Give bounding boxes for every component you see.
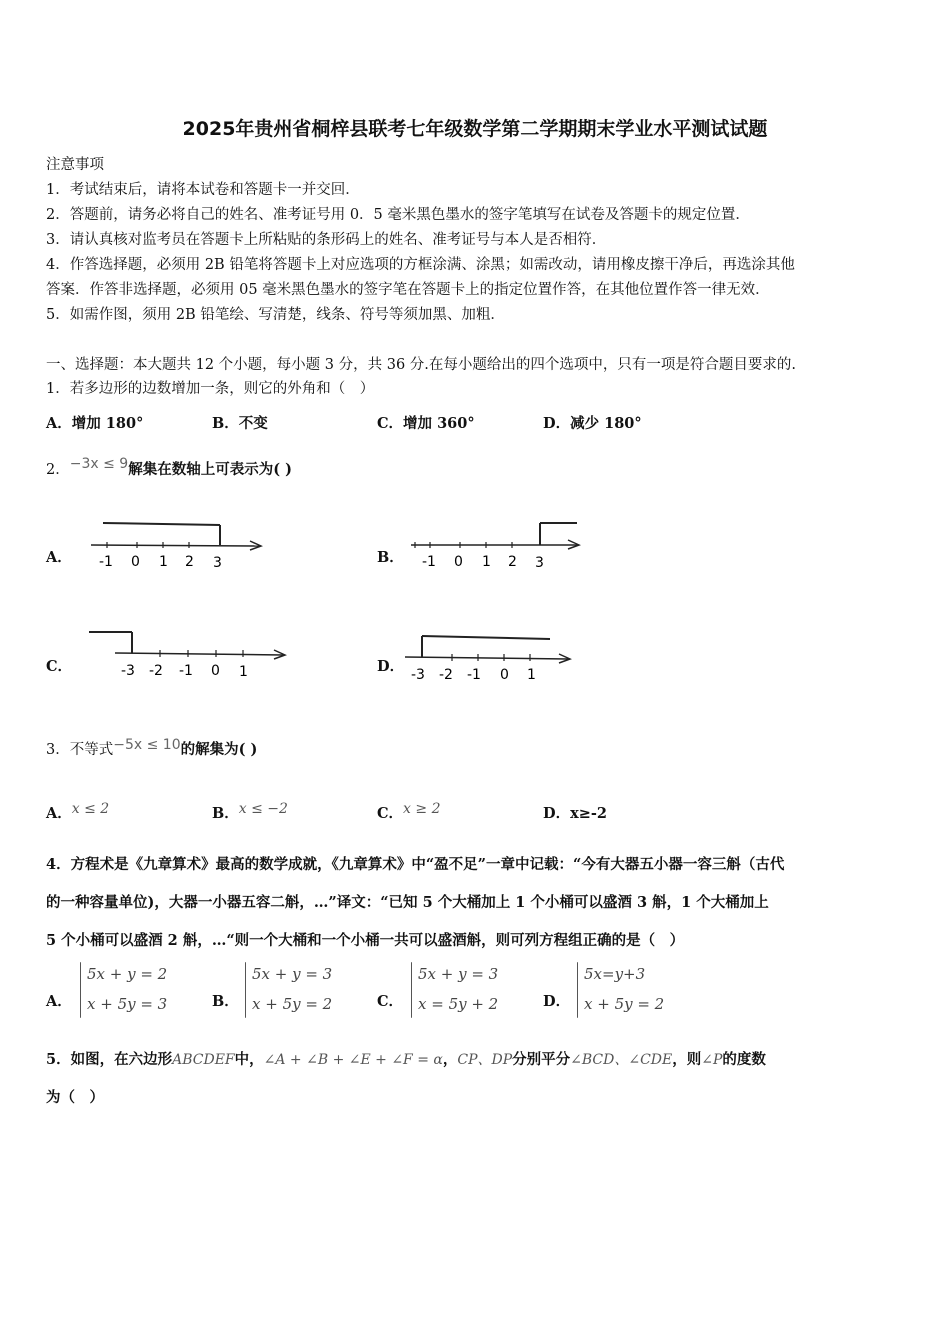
tick-label: -2: [439, 667, 453, 683]
text: 5．如图，在六边形: [46, 1051, 173, 1068]
q3-option-d: [543, 802, 607, 823]
tick-label: 2: [508, 554, 517, 570]
option-value: x ≥ 2: [403, 801, 441, 817]
notice-heading: 注意事项: [46, 157, 104, 173]
text: 的度数: [722, 1051, 766, 1068]
tick-label: 1: [527, 667, 536, 683]
math-expr: CP、DP: [457, 1052, 513, 1068]
brace: [80, 962, 81, 1018]
equation: 5x + y = 3: [252, 965, 333, 983]
q4-stem-line: 5 个小桶可以盛酒 2 斛，…“则一个大桶和一个小桶一共可以盛酒斛，则可列方程组正确的是（ ）: [46, 932, 685, 949]
q4-stem-line: 4．方程术是《九章算术》最高的数学成就，《九章算术》中“盈不足”一章中记载：“今有大器五小器一容三斛（古代: [46, 856, 785, 873]
equation: x + 5y = 3: [87, 995, 168, 1013]
q2-number: 2．: [46, 462, 70, 478]
q2-inequality: −3x ≤ 9: [69, 456, 129, 472]
brace: [411, 962, 412, 1018]
notice-item: 4．作答选择题，必须用 2B 铅笔将答题卡上对应选项的方框涂满、涂黑；如需改动，请用橡皮擦干净后，再选涂其他: [46, 257, 795, 273]
tick-label: 3: [213, 555, 222, 571]
number-line-a: [85, 515, 270, 575]
q4-label-c: C．: [377, 993, 404, 1010]
tick-label: 1: [159, 554, 168, 570]
brace: [577, 962, 578, 1018]
option-value: x ≤ 2: [71, 801, 110, 817]
q3-option-c: [377, 802, 440, 823]
equation: x + 5y = 2: [252, 995, 333, 1013]
notice-item: 1．考试结束后，请将本试卷和答题卡一并交回．: [46, 182, 360, 198]
tick-label: -1: [467, 667, 481, 683]
q5-stem-line: 为（ ）: [46, 1089, 104, 1106]
notice-item: 2．答题前，请务必将自己的姓名、准考证号用 0．5 毫米黑色墨水的签字笔填写在试卷及答题卡的规定位置．: [46, 207, 750, 223]
q2-label-a: A．: [46, 549, 72, 566]
q4-label-b: B．: [212, 993, 239, 1010]
q1-option-a: A．增加 180°: [46, 415, 144, 432]
option-value: x ≤ −2: [238, 801, 288, 817]
tick-label: -2: [149, 663, 163, 679]
equation: x = 5y + 2: [418, 995, 499, 1013]
math-expr: ∠A + ∠B + ∠E + ∠F = α: [263, 1052, 443, 1068]
q4-system-d: [584, 959, 664, 1019]
axis-line: [91, 545, 260, 546]
q1-stem: 1．若多边形的边数增加一条，则它的外角和（ ）: [46, 381, 375, 397]
text: ，则: [672, 1051, 702, 1068]
axis-line: [405, 657, 568, 659]
q3-stem: [46, 738, 257, 759]
q3-question: 的解集为( ): [180, 741, 258, 758]
q1-option-d: D．减少 180°: [543, 415, 642, 432]
tick-label: -1: [422, 554, 436, 570]
tick-label: -1: [99, 554, 113, 570]
axis-line: [115, 653, 283, 655]
notice-item: 3．请认真核对监考员在答题卡上所粘贴的条形码上的姓名、准考证号与本人是否相符．: [46, 232, 607, 248]
option-label: D．: [543, 805, 571, 822]
option-label: C．: [377, 805, 404, 822]
tick-label: 3: [535, 555, 544, 571]
tick-label: 0: [131, 554, 140, 570]
q4-system-a: [87, 959, 167, 1019]
equation: 5x + y = 2: [87, 965, 168, 983]
option-label: A．: [46, 805, 72, 822]
tick-label: -3: [121, 663, 135, 679]
q4-label-a: A．: [46, 993, 72, 1010]
q1-option-b: B．不变: [212, 415, 268, 432]
text: 中，: [234, 1051, 264, 1068]
q4-stem-line: 的一种容量单位)，大器一小器五容二斛，…”译文：“已知 5 个大桶加上 1 个小桶可以盛酒 3 斛，1 个大桶加上: [46, 894, 769, 911]
q4-system-b: [252, 959, 332, 1019]
q3-option-a: [46, 802, 109, 823]
math-expr: ABCDEF: [172, 1052, 235, 1068]
q2-label-d: D．: [377, 658, 405, 675]
solution-ray: [103, 523, 220, 525]
q3-option-b: [212, 802, 288, 823]
tick-label: 1: [482, 554, 491, 570]
equation: x + 5y = 2: [584, 995, 665, 1013]
number-line-d: [400, 628, 585, 688]
section-heading: 一、选择题：本大题共 12 个小题，每小题 3 分，共 36 分.在每小题给出的四个选项中，只有一项是符合题目要求的.: [46, 357, 796, 373]
tick-label: 0: [211, 663, 220, 679]
q5-stem-line: [46, 1048, 766, 1069]
tick-label: 2: [185, 554, 194, 570]
page-title: 2025年贵州省桐梓县联考七年级数学第二学期期末学业水平测试试题: [182, 118, 768, 140]
option-label: B．: [212, 805, 239, 822]
equation: 5x=y+3: [584, 965, 646, 983]
option-value: x≥-2: [570, 805, 607, 822]
text: 分别平分: [512, 1051, 571, 1068]
notice-item: 5．如需作图，须用 2B 铅笔绘、写清楚，线条、符号等须加黑、加粗．: [46, 307, 505, 323]
number-line-b: [405, 515, 590, 575]
q1-option-c: C．增加 360°: [377, 415, 475, 432]
math-expr: ∠P: [701, 1052, 723, 1068]
q4-system-c: [418, 959, 498, 1019]
equation: 5x + y = 3: [418, 965, 499, 983]
q4-label-d: D．: [543, 993, 571, 1010]
tick-label: -1: [179, 663, 193, 679]
tick-label: -3: [411, 667, 425, 683]
tick-label: 0: [454, 554, 463, 570]
q2-stem: [46, 458, 292, 479]
text: ，: [442, 1051, 458, 1068]
q2-label-c: C．: [46, 658, 73, 675]
notice-item: 答案．作答非选择题，必须用 05 毫米黑色墨水的签字笔在答题卡上的指定位置作答，在其他位置作答一律无效．: [46, 282, 770, 298]
q3-inequality: −5x ≤ 10: [113, 737, 181, 753]
q2-label-b: B．: [377, 549, 404, 566]
math-expr: ∠BCD、∠CDE: [570, 1052, 673, 1068]
q2-question: 解集在数轴上可表示为( ): [128, 461, 292, 478]
number-line-c: [85, 625, 295, 685]
tick-label: 1: [239, 664, 248, 680]
q3-number: 3．不等式: [46, 742, 114, 758]
solution-ray: [422, 636, 550, 639]
brace: [245, 962, 246, 1018]
tick-label: 0: [500, 667, 509, 683]
